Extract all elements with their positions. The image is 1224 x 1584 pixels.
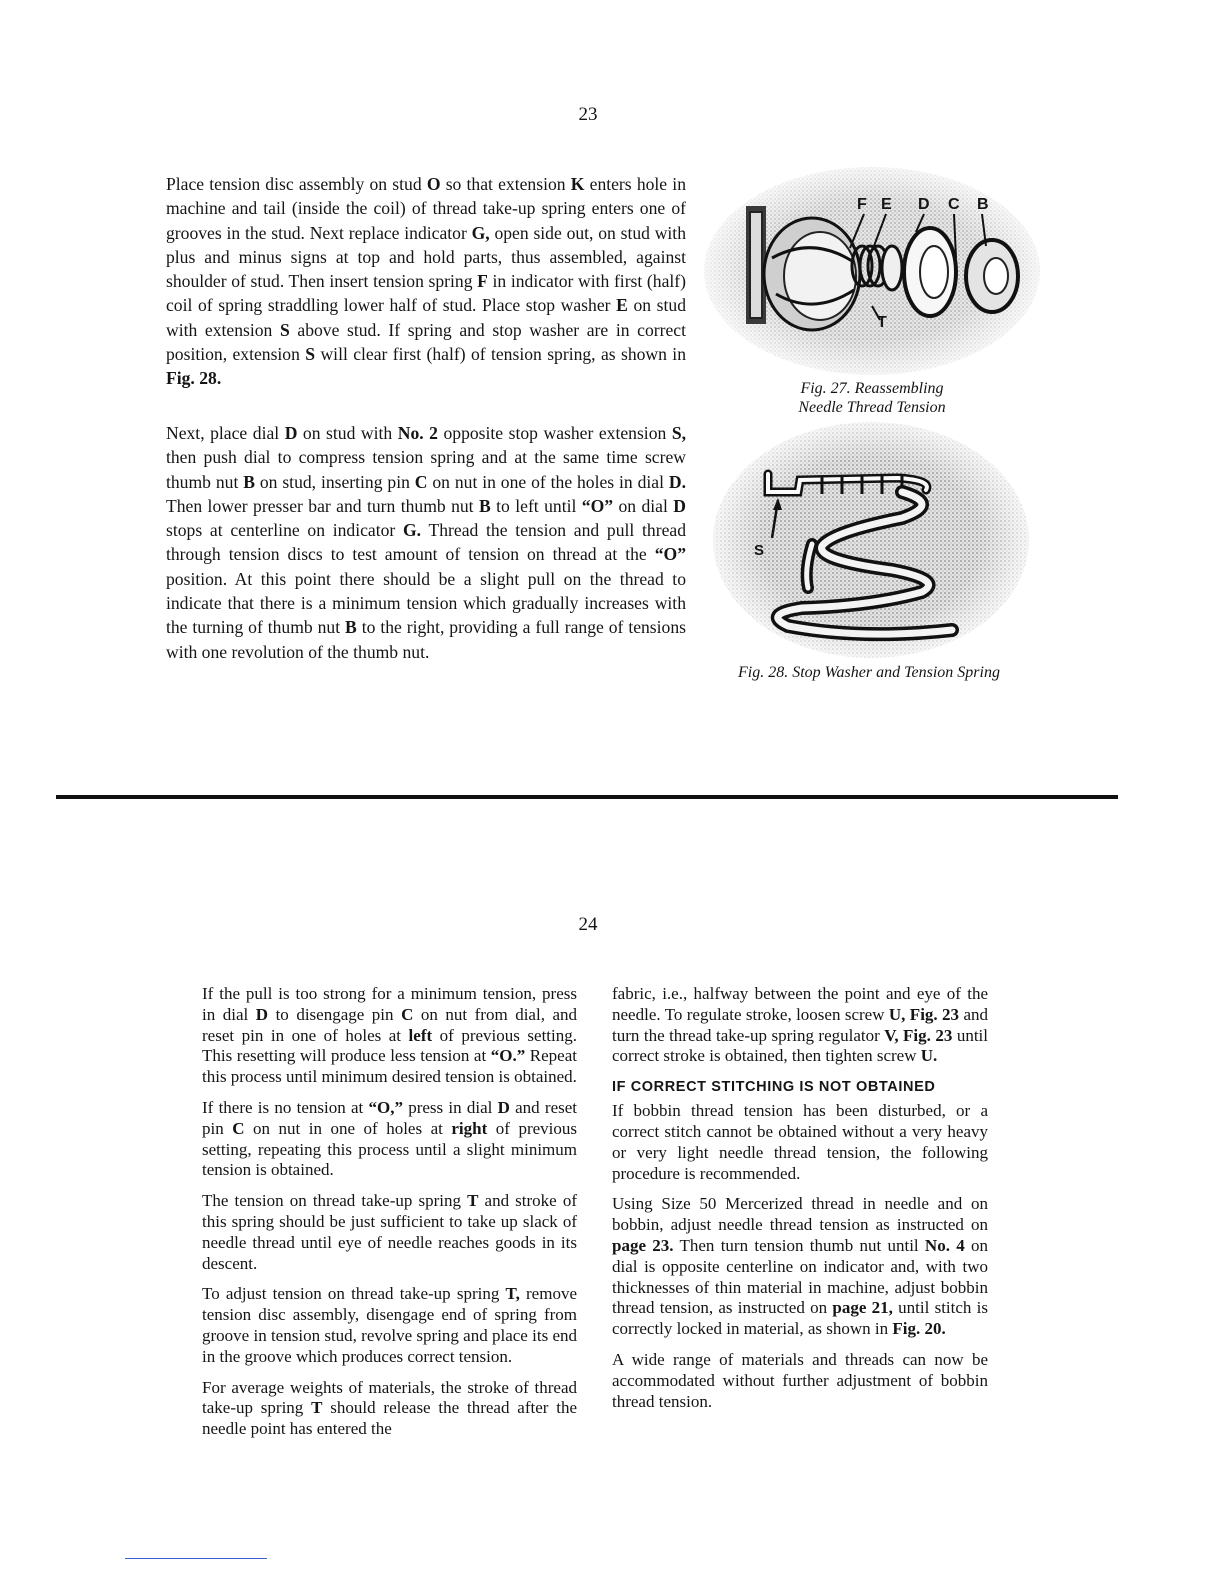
bold-term: S bbox=[279, 319, 290, 340]
bold-term: left bbox=[408, 1025, 433, 1045]
bold-term: G, bbox=[471, 222, 490, 243]
label-b: B bbox=[977, 196, 989, 213]
bold-term: B bbox=[243, 471, 255, 492]
paragraph: The tension on thread take-up spring T and stroke of this spring should be just sufficient to take up slack of needle thread until eye of needle reaches goods in its descent. bbox=[202, 1191, 577, 1273]
bold-term: C bbox=[401, 1004, 414, 1024]
bold-term: C bbox=[232, 1118, 245, 1138]
bold-term: No. 2 bbox=[397, 423, 438, 443]
bold-term: Fig. 20. bbox=[892, 1319, 946, 1339]
paragraph: If bobbin thread tension has been disturbed, or a correct stitch cannot be obtained without a very heavy or very light needle thread tension, the following procedure is recommended. bbox=[612, 1101, 988, 1183]
page24-left-column bbox=[202, 984, 577, 1440]
label-t: T bbox=[877, 314, 887, 331]
page-number-24: 24 bbox=[578, 914, 598, 935]
paragraph: A wide range of materials and threads can now be accommodated without further adjustment of bobbin thread tension. bbox=[612, 1349, 988, 1411]
label-e: E bbox=[881, 196, 892, 213]
paragraph: Place tension disc assembly on stud O so that extension K enters hole in machine and tail (inside the coil) of thread take-up spring enters one of grooves in the stud. Next replace indicator G, open side out, on stud with plus and minus signs at top and hold parts, thus assembled, against shoulder of stud. Then insert tension spring F in indicator with first (half) coil of spring straddling lower half of stud. Place stop washer E on stud with extension S above stud. If spring and stop washer are in correct position, extension S will clear first (half) of tension spring, as shown in Fig. 28. bbox=[166, 174, 686, 389]
bold-term: “O” bbox=[654, 544, 686, 565]
footnote-rule bbox=[125, 1558, 267, 1559]
label-c: C bbox=[948, 196, 960, 213]
paragraph: fabric, i.e., halfway between the point and eye of the needle. To regulate stroke, loosen screw U, Fig. 23 and turn the thread take-up spring regulator V, Fig. 23 until correct stroke is obtained, then tighten screw U. bbox=[612, 984, 988, 1066]
paragraph: For average weights of materials, the stroke of thread take-up spring T should release the thread after the needle point has entered the bbox=[202, 1377, 577, 1439]
spring-illustration bbox=[712, 420, 1030, 660]
paragraph: To adjust tension on thread take-up spring T, remove tension disc assembly, disengage end of spring from groove in tension stud, revolve spring and place its end in the groove which produces correct tension. bbox=[202, 1284, 577, 1366]
tension-assembly-illustration bbox=[702, 166, 1042, 376]
bold-term: D bbox=[673, 495, 686, 516]
bold-term: No. 4 bbox=[924, 1235, 965, 1255]
bold-term: S bbox=[305, 344, 316, 365]
page-divider bbox=[56, 795, 1118, 799]
bold-term: “O,” bbox=[368, 1097, 403, 1117]
bold-term: D. bbox=[668, 471, 686, 492]
caption-line: Needle Thread Tension bbox=[798, 399, 946, 416]
bold-term: F bbox=[477, 271, 488, 292]
section-heading: IF CORRECT STITCHING IS NOT OBTAINED bbox=[612, 1079, 936, 1096]
figure-28-caption: Fig. 28. Stop Washer and Tension Spring bbox=[738, 664, 1000, 681]
figure-28-stop-washer-spring bbox=[712, 420, 1030, 660]
paragraph: Using Size 50 Mercerized thread in needle and on bobbin, adjust needle thread tension as instructed on page 23. Then turn tension thumb nut until No. 4 on dial is opposite centerline on indicator and, with two thicknesses of thin material in machine, adjust bobbin thread tension, as instructed on page 21, until stitch is correctly locked in material, as shown in Fig. 20. bbox=[612, 1194, 989, 1339]
bold-term: T, bbox=[505, 1284, 520, 1304]
paragraph: If the pull is too strong for a minimum tension, press in dial D to disengage pin C on nut from dial, and reset pin in one of holes at left of previous setting. This resetting will produce less tension at “O.” Repeat this process until minimum desired tension is obtained. bbox=[202, 984, 578, 1087]
bold-term: U, Fig. 23 bbox=[888, 1004, 960, 1024]
bold-term: K bbox=[570, 174, 585, 194]
bold-term: O bbox=[426, 174, 441, 194]
bold-term: page 23. bbox=[612, 1235, 674, 1255]
paragraph: If there is no tension at “O,” press in dial D and reset pin C on nut in one of holes at right of previous setting, repeating this process until a slight minimum tension is obtained. bbox=[202, 1097, 578, 1180]
bold-term: E bbox=[616, 295, 628, 316]
bold-term: page 21, bbox=[832, 1298, 893, 1318]
bold-term: right bbox=[451, 1118, 488, 1138]
bold-term: “O” bbox=[581, 495, 614, 516]
bold-term: “O.” bbox=[490, 1046, 526, 1066]
label-d: D bbox=[918, 196, 930, 213]
bold-term: V, Fig. 23 bbox=[884, 1025, 953, 1045]
label-f: F bbox=[857, 196, 867, 213]
bold-term: B bbox=[345, 617, 357, 638]
figure-27-caption bbox=[742, 379, 1002, 417]
bold-term: D bbox=[497, 1097, 510, 1117]
caption-line: Fig. 27. Reassembling bbox=[800, 380, 944, 397]
bold-term: D bbox=[284, 423, 298, 443]
bold-term: B bbox=[478, 495, 491, 516]
label-s: S bbox=[754, 542, 765, 559]
bold-term: C bbox=[414, 471, 428, 492]
paragraph: Next, place dial D on stud with No. 2 opposite stop washer extension S, then push dial to compress tension spring and at the same time screw thumb nut B on stud, inserting pin C on nut in one of the holes in dial D. Then lower presser bar and turn thumb nut B to left until “O” on dial D stops at centerline on indicator G. Thread the tension and pull thread through tension discs to test amount of tension on thread at the “O” position. At this point there should be a slight pull on the thread to indicate that there is a minimum tension which gradually increases with the turning of thumb nut B to the right, providing a full range of tensions with one revolution of the thumb nut. bbox=[166, 423, 687, 662]
bold-term: G. bbox=[402, 520, 422, 541]
figure-27-tension-assembly bbox=[702, 166, 1042, 376]
bold-term: S, bbox=[671, 423, 687, 443]
bold-term: Fig. 28. bbox=[166, 368, 222, 389]
bold-term: D bbox=[255, 1004, 269, 1024]
bold-term: T bbox=[311, 1398, 323, 1418]
page-number-23: 23 bbox=[578, 104, 598, 125]
bold-term: T bbox=[467, 1191, 479, 1211]
page24-right-column bbox=[612, 984, 988, 1412]
bold-term: U. bbox=[920, 1046, 938, 1066]
